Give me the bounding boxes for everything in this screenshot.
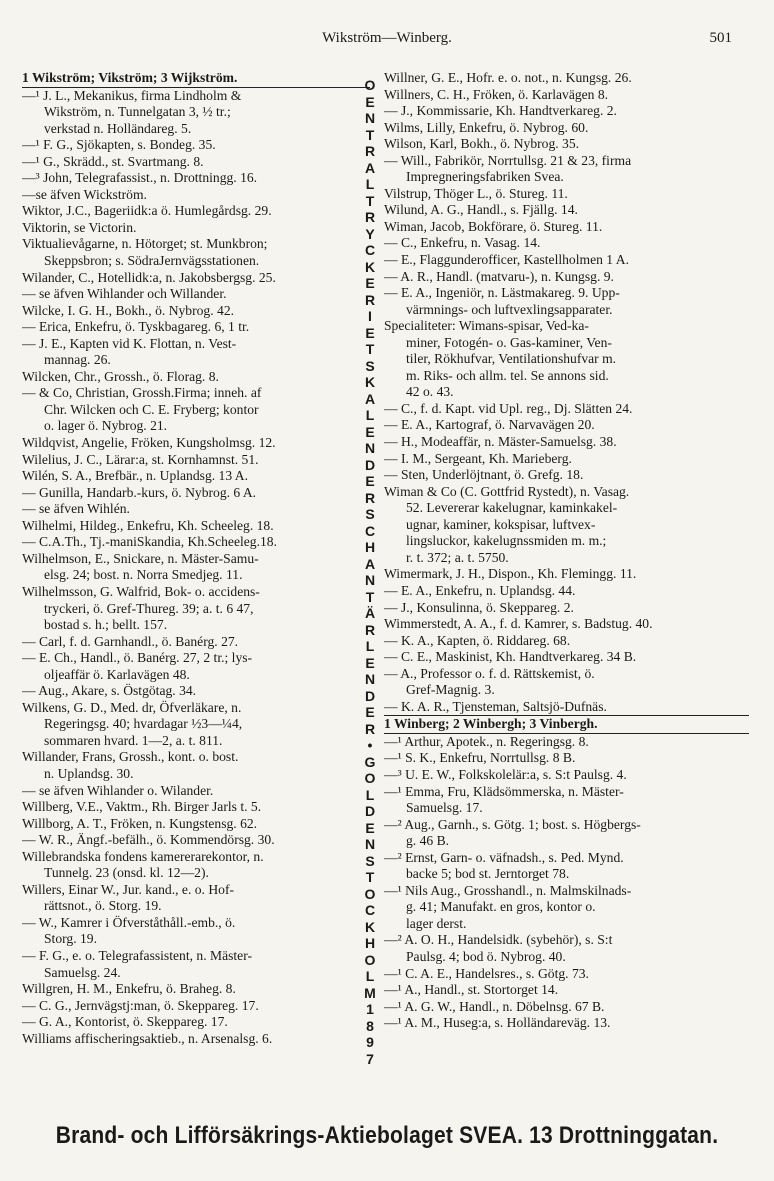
left-entry: —¹ J. L., Mekanikus, firma Lindholm & [22, 87, 242, 103]
left-entry: — Gunilla, Handarb.-kurs, ö. Nybrog. 6 A. [22, 484, 257, 500]
right-entry: Willners, C. H., Fröken, ö. Karlavägen 8. [384, 86, 609, 102]
right-entry: Samuelsg. 17. [406, 800, 483, 816]
right-entry: — E. A., Kartograf, ö. Narvavägen 20. [384, 417, 595, 433]
left-entry: Willborg, A. T., Fröken, n. Kungstensg. 62. [22, 815, 258, 831]
left-entry: verkstad n. Holländareg. 5. [44, 120, 192, 136]
left-entry: sommaren hvard. 1—2, a. t. 811. [44, 732, 223, 748]
strip-letter: K [364, 258, 376, 275]
strip-letter: O [364, 885, 376, 902]
strip-letter: C [364, 522, 376, 539]
strip-letter: E [365, 654, 375, 671]
right-entry: —¹ A. M., Huseg:a, s. Holländareväg. 13. [384, 1015, 611, 1031]
right-entry: — H., Modeaffär, n. Mäster-Samuelsg. 38. [384, 434, 617, 450]
right-entry: Paulsg. 4; bod ö. Nybrog. 40. [406, 948, 566, 964]
strip-letter: H [364, 539, 376, 555]
strip-letter: C [364, 902, 376, 918]
right-entry: Wimmerstedt, A. A., f. d. Kamrer, s. Badstug. 40. [384, 616, 653, 632]
strip-letter: I [368, 308, 372, 324]
left-entry: oljeaffär ö. Karlavägen 48. [44, 666, 190, 682]
left-entry: mannag. 26. [44, 352, 111, 368]
left-entry: Regeringsg. 40; hvardagar ½3—¼4, [44, 716, 243, 732]
strip-letter: A [364, 555, 376, 572]
strip-letter: S [365, 357, 375, 374]
strip-letter: Ä [364, 605, 376, 621]
right-entry: —¹ A., Handl., st. Stortorget 14. [384, 982, 559, 998]
left-entry: Wilhelmson, E., Snickare, n. Mäster-Samu- [22, 550, 259, 566]
left-entry: — Erica, Enkefru, ö. Tyskbagareg. 6, 1 tr. [22, 319, 250, 335]
strip-letter: S [365, 852, 375, 869]
left-entry: — Carl, f. d. Garnhandl., ö. Banérg. 27. [22, 633, 239, 649]
right-entry: — C., Enkefru, n. Vasag. 14. [384, 235, 541, 251]
right-entry: — J., Konsulinna, ö. Skeppareg. 2. [384, 599, 574, 615]
strip-letter: R [364, 720, 376, 737]
strip-letter: D [364, 456, 376, 473]
right-entry: Impregneringsfabriken Svea. [406, 169, 564, 185]
strip-letter: N [364, 110, 376, 126]
left-entry: Willers, Einar W., Jur. kand., e. o. Hof- [22, 881, 235, 897]
strip-letter: R [364, 209, 376, 225]
left-entry: Wilcke, I. G. H., Bokh., ö. Nybrog. 42. [22, 302, 235, 318]
strip-letter: O [364, 77, 376, 93]
strip-letter: L [365, 786, 375, 803]
left-entry: —¹ F. G., Sjökapten, s. Bondeg. 35. [22, 137, 216, 153]
left-entry: Willgren, H. M., Enkefru, ö. Braheg. 8. [22, 981, 236, 997]
right-entry: —³ U. E. W., Folkskolelär:a, s. S:t Paulsg. 4. [384, 766, 627, 782]
strip-letter: R [364, 291, 376, 308]
left-entry: —se äfven Wickström. [22, 186, 147, 202]
right-entry: — C., f. d. Kapt. vid Upl. reg., Dj. Slätten 24. [384, 400, 633, 416]
left-entry: — J. E., Kapten vid K. Flottan, n. Vest- [22, 335, 237, 351]
right-entry: — A., Professor o. f. d. Rättskemist, ö. [384, 665, 595, 681]
left-entry: Wildqvist, Angelie, Fröken, Kungsholmsg. 12. [22, 435, 276, 451]
strip-letter: E [365, 93, 375, 110]
strip-letter: E [365, 423, 375, 440]
right-entry: —¹ C. A. E., Handelsres., s. Götg. 73. [384, 965, 589, 981]
left-entry: Wilkens, G. D., Med. dr, Öfverläkare, n. [22, 699, 242, 715]
right-column [384, 70, 749, 1032]
strip-letter: L [365, 968, 375, 984]
right-entry: — E. A., Ingeniör, n. Lästmakareg. 9. Upp- [384, 285, 620, 301]
right-entry: —¹ Arthur, Apotek., n. Regeringsg. 8. [384, 733, 589, 749]
right-entry: r. t. 372; a. t. 5750. [406, 549, 509, 565]
left-entry: o. lager ö. Nybrog. 21. [44, 418, 168, 434]
left-entry: tryckeri, ö. Gref-Thureg. 39; a. t. 6 47, [44, 600, 254, 616]
left-entry: —³ John, Telegrafassist., n. Drottningg. 16. [22, 170, 258, 186]
left-entry: — G. A., Kontorist, ö. Skeppareg. 17. [22, 1014, 228, 1030]
left-entry: Wiktor, J.C., Bageriidk:a ö. Humlegårdsg. 29. [22, 203, 272, 219]
right-entry: — J., Kommissarie, Kh. Handtverkareg. 2. [384, 103, 617, 119]
right-entry: Wilms, Lilly, Enkefru, ö. Nybrog. 60. [384, 119, 589, 135]
strip-letter: E [365, 275, 375, 291]
left-entry: Chr. Wilcken och C. E. Fryberg; kontor [44, 401, 259, 417]
strip-letter: 7 [366, 1050, 374, 1067]
right-entry: — K. A. R., Tjensteman, Saltsjö-Dufnäs. [384, 698, 607, 714]
strip-letter: Y [365, 225, 375, 242]
strip-letter: L [365, 407, 375, 423]
strip-letter: L [365, 176, 375, 192]
right-entry: miner, Fotogén- o. Gas-kaminer, Ven- [406, 334, 612, 350]
right-entry: — E. A., Enkefru, n. Uplandsg. 44. [384, 582, 576, 598]
right-entry: —² Ernst, Garn- o. väfnadsh., s. Ped. Mynd. [384, 849, 624, 865]
strip-letter: L [365, 638, 375, 654]
right-entry: Wilson, Karl, Bokh., ö. Nybrog. 35. [384, 136, 580, 152]
left-entry: rättsnot., ö. Storg. 19. [44, 898, 162, 914]
left-entry: Wikström, n. Tunnelgatan 3, ½ tr.; [44, 104, 231, 120]
left-entry: — se äfven Wihlander och Willander. [22, 286, 227, 302]
strip-letter: 8 [366, 1017, 374, 1034]
right-entry: — Sten, Underlöjtnant, ö. Grefg. 18. [384, 467, 584, 483]
strip-letter: T [365, 192, 375, 209]
strip-letter: R [364, 621, 376, 638]
left-entry: Wilhelmi, Hildeg., Enkefru, Kh. Scheeleg. 18. [22, 517, 274, 533]
strip-letter: T [365, 869, 375, 885]
strip-letter: N [364, 836, 376, 852]
left-entry: — W. R., Ängf.-befälh., ö. Kommendörsg. 30. [22, 832, 275, 848]
left-entry: Williams affischeringsaktieb., n. Arsenalsg. 6. [22, 1030, 273, 1046]
strip-letter: T [365, 126, 375, 143]
left-entry: Willebrandska fondens kamererarekontor, n. [22, 848, 264, 864]
left-entry: Wilander, C., Hotellidk:a, n. Jakobsbergsg. 25. [22, 269, 276, 285]
right-entry: Wimermark, J. H., Dispon., Kh. Flemingg. 11. [384, 566, 637, 582]
left-entry: 1 Wikström; Vikström; 3 Wijkström. [22, 70, 370, 88]
right-entry: g. 41; Manufakt. en gros, kontor o. [406, 899, 596, 915]
strip-letter: M [364, 984, 376, 1001]
left-entry: — W., Kamrer i Öfverståthåll.-emb., ö. [22, 914, 236, 930]
strip-letter: O [364, 770, 376, 786]
left-entry: — se äfven Wihlander o. Wilander. [22, 782, 214, 798]
right-entry: lager derst. [406, 915, 467, 931]
right-entry: — K. A., Kapten, ö. Riddareg. 68. [384, 632, 571, 648]
right-entry: lingsluckor, kakelugnssmiden m. m.; [406, 533, 607, 549]
strip-letter: 1 [366, 1001, 374, 1017]
left-entry: Wilhelmsson, G. Walfrid, Bok- o. accidens- [22, 583, 260, 599]
right-entry: — C. E., Maskinist, Kh. Handtverkareg. 34 B. [384, 649, 637, 665]
right-entry: Specialiteter: Wimans-spisar, Ved-ka- [384, 318, 589, 334]
right-entry: —² Aug., Garnh., s. Götg. 1; bost. s. Högbergs- [384, 816, 641, 832]
left-entry: Wilelius, J. C., Lärar:a, st. Kornhamnst. 51. [22, 451, 259, 467]
page-number: 501 [709, 30, 732, 46]
strip-letter: R [364, 489, 376, 506]
right-entry: 52. Levererar kakelugnar, kaminkakel- [406, 500, 618, 516]
strip-letter: E [365, 473, 375, 489]
right-entry: Wiman, Jacob, Bokförare, ö. Stureg. 11. [384, 218, 603, 234]
left-entry: Willberg, V.E., Vaktm., Rh. Birger Jarls t. 5. [22, 799, 262, 815]
right-entry: tiler, Rökhufvar, Ventilationshufvar m. [406, 351, 617, 367]
right-entry: 1 Winberg; 2 Winbergh; 3 Vinbergh. [384, 715, 749, 734]
right-entry: — I. M., Sergeant, Kh. Marieberg. [384, 450, 572, 466]
strip-letter: N [364, 572, 376, 588]
left-entry: — C.A.Th., Tj.-maniSkandia, Kh.Scheeleg.18. [22, 534, 277, 550]
strip-letter: R [364, 143, 376, 159]
left-entry: Skeppsbron; s. SödraJernvägsstationen. [44, 253, 260, 269]
left-entry: — E. Ch., Handl., ö. Banérg. 27, 2 tr.; lys- [22, 650, 253, 666]
right-entry: —¹ S. K., Enkefru, Norrtullsg. 8 B. [384, 750, 576, 766]
left-entry: Storg. 19. [44, 931, 98, 947]
footer-advertisement: Brand- och Lifförsäkrings-Aktiebolaget SVEA. 13 Drottninggatan. [55, 1122, 719, 1149]
right-entry: g. 46 B. [406, 833, 450, 849]
right-entry: —² A. O. H., Handelsidk. (sybehör), s. S:t [384, 932, 613, 948]
left-column [22, 70, 370, 1047]
strip-letter: A [364, 159, 376, 176]
strip-letter: K [364, 374, 376, 390]
running-title: Wikström—Winberg. [322, 30, 452, 46]
left-entry: — se äfven Wihlén. [22, 501, 130, 517]
right-entry: —¹ A. G. W., Handl., n. Döbelnsg. 67 B. [384, 998, 605, 1014]
left-entry: — F. G., e. o. Telegrafassistent, n. Mäster- [22, 947, 252, 963]
right-entry: — Will., Fabrikör, Norrtullsg. 21 & 23, firma [384, 152, 632, 168]
left-entry: Wilcken, Chr., Grossh., ö. Florag. 8. [22, 368, 219, 384]
right-entry: backe 5; bod st. Jerntorget 78. [406, 866, 570, 882]
right-entry: Willner, G. E., Hofr. e. o. not., n. Kungsg. 26. [384, 70, 632, 85]
right-entry: ugnar, kaminer, kokspisar, luftvex- [406, 516, 596, 532]
page-header [0, 30, 774, 54]
left-entry: — C. G., Jernvägstj:man, ö. Skeppareg. 17. [22, 997, 259, 1013]
right-entry: värmnings- och luftvexlingsapparater. [406, 301, 613, 317]
strip-letter: G [364, 753, 376, 770]
right-entry: Wilund, A. G., Handl., s. Fjällg. 14. [384, 202, 578, 218]
right-entry: Gref-Magnig. 3. [406, 682, 495, 698]
left-entry: Viktorin, se Victorin. [22, 219, 137, 235]
left-entry: Tunnelg. 23 (onsd. kl. 12—2). [44, 865, 209, 881]
strip-letter: E [365, 819, 375, 836]
right-entry: —¹ Nils Aug., Grosshandl., n. Malmskilnads- [384, 882, 632, 898]
left-entry: — & Co, Christian, Grossh.Firma; inneh. af [22, 385, 262, 401]
right-entry: Wiman & Co (C. Gottfrid Rystedt), n. Vasag. [384, 483, 630, 499]
strip-letter: T [365, 588, 375, 605]
strip-letter: N [364, 440, 376, 456]
left-entry: Samuelsg. 24. [44, 964, 121, 980]
right-entry: — A. R., Handl. (matvaru-), n. Kungsg. 9. [384, 268, 614, 284]
right-entry: — E., Flaggunderofficer, Kastellholmen 1 A. [384, 252, 629, 268]
right-entry: Vilstrup, Thöger L., ö. Stureg. 11. [384, 185, 568, 201]
strip-letter: A [364, 390, 376, 407]
right-entry: —¹ Emma, Fru, Klädsömmerska, n. Mäster- [384, 783, 624, 799]
strip-letter: T [365, 341, 375, 357]
left-entry: Wilén, S. A., Brefbär., n. Uplandsg. 13 A. [22, 468, 248, 484]
strip-letter: E [365, 324, 375, 341]
left-entry: — Aug., Akare, s. Östgötag. 34. [22, 683, 197, 699]
strip-letter: S [365, 506, 375, 522]
left-entry: elsg. 24; bost. n. Norra Smedjeg. 11. [44, 567, 243, 583]
strip-letter: D [364, 687, 376, 704]
side-advert-strip [361, 78, 379, 1068]
right-entry: 42 o. 43. [406, 384, 454, 400]
left-entry: Willander, Frans, Grossh., kont. o. bost. [22, 749, 239, 765]
strip-letter: C [364, 242, 376, 258]
strip-letter: O [364, 951, 376, 968]
strip-letter: N [364, 671, 376, 687]
left-entry: Viktualievågarne, n. Hötorget; st. Munkbron; [22, 236, 268, 252]
left-entry: n. Uplandsg. 30. [44, 765, 134, 781]
right-entry: m. Riks- och allm. tel. Se annons sid. [406, 367, 609, 383]
strip-letter: D [364, 803, 376, 819]
strip-letter: K [364, 918, 376, 935]
left-entry: —¹ G., Skrädd., st. Svartmang. 8. [22, 153, 204, 169]
strip-letter: • [367, 737, 373, 753]
strip-letter: H [364, 935, 376, 951]
left-entry: bostad s. h.; bellt. 157. [44, 617, 168, 633]
strip-letter: 9 [366, 1034, 374, 1050]
strip-letter: E [365, 704, 375, 720]
